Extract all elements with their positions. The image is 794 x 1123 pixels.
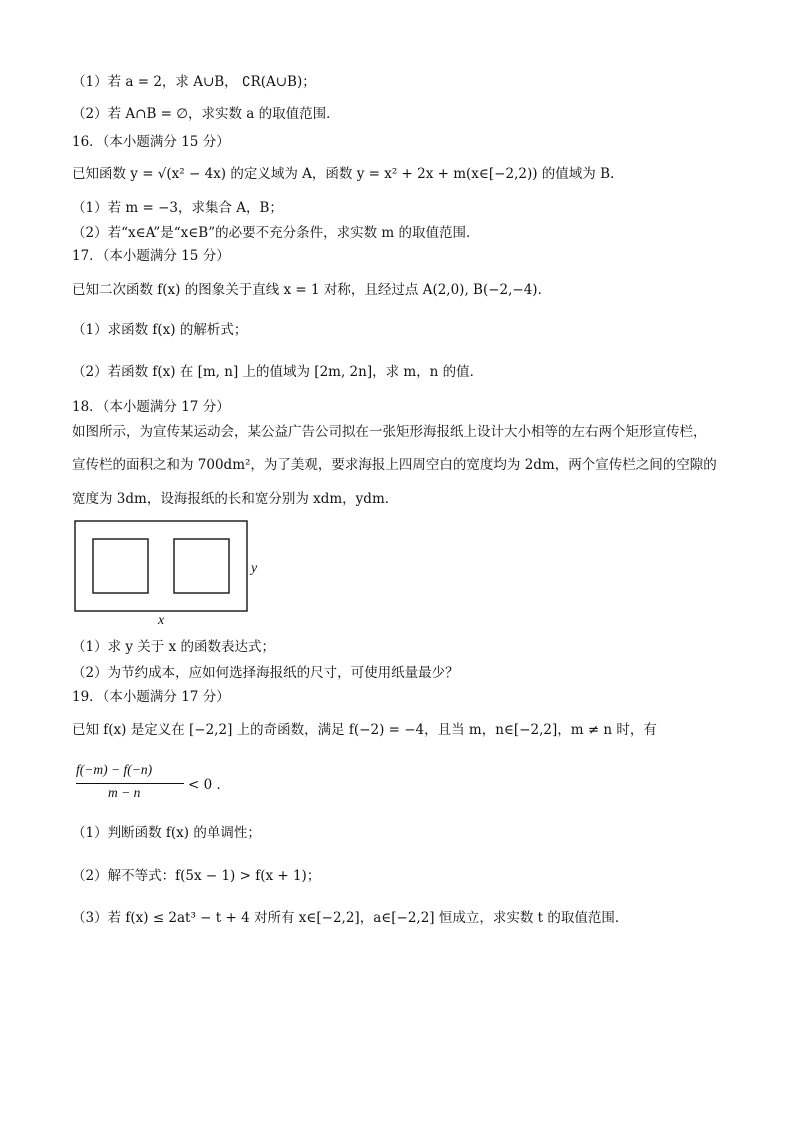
- fraction-denominator: m − n: [108, 785, 141, 800]
- text-line: （2）解不等式：f(5x − 1) > f(x + 1)；: [72, 868, 321, 884]
- text-line: 宽度为 3dm，设海报纸的长和宽分别为 xdm，ydm．: [72, 491, 399, 507]
- text-line: （2）若函数 f(x) 在 [m, n] 上的值域为 [2m, 2n]，求 m，n 的值．: [72, 364, 484, 380]
- text-line: （3）若 f(x) ≤ 2at³ − t + 4 对所有 x∈[−2,2]，a∈[−2,2] 恒成立，求实数 t 的取值范围．: [72, 910, 629, 926]
- text-line: 已知 f(x) 是定义在 [−2,2] 上的奇函数，满足 f(−2) = −4，且当 m，n∈[−2,2]，m ≠ n 时，有: [72, 722, 657, 738]
- fraction-inequality: < 0 ．: [188, 777, 230, 793]
- text-line: （1）若 m = −3，求集合 A，B；: [72, 200, 283, 216]
- figure-label-x: x: [158, 613, 165, 628]
- text-line: 已知二次函数 f(x) 的图象关于直线 x = 1 对称，且经过点 A(2,0), B(−2,−4)．: [72, 282, 552, 298]
- text-line: 16．（本小题满分 15 分）: [72, 134, 230, 150]
- text-line: 如图所示，为宣传某运动会，某公益广告公司拟在一张矩形海报纸上设计大小相等的左右两个矩形宣传栏，: [72, 424, 707, 440]
- poster-figure: [74, 520, 274, 628]
- text-line: （2）若 A∩B = ∅，求实数 a 的取值范围．: [72, 106, 340, 122]
- figure-label-y: y: [251, 561, 258, 576]
- text-line: （1）求 y 关于 x 的函数表达式；: [72, 639, 275, 655]
- text-line: （1）求函数 f(x) 的解析式；: [72, 322, 248, 338]
- text-line: 18．（本小题满分 17 分）: [72, 399, 230, 415]
- fraction-condition: [72, 762, 272, 802]
- fraction-bar: [76, 783, 184, 784]
- text-line: 19．（本小题满分 17 分）: [72, 689, 230, 705]
- text-line: 已知函数 y = √(x² − 4x) 的定义域为 A，函数 y = x² + 2x + m(x∈[−2,2)) 的值域为 B.: [72, 166, 615, 182]
- text-line: （2）为节约成本，应如何选择海报纸的尺寸，可使用纸量最少？: [72, 665, 459, 681]
- text-line: 17．（本小题满分 15 分）: [72, 248, 230, 264]
- poster-outer-rect: [75, 521, 247, 611]
- text-line: （1）若 a = 2，求 A∪B， ∁R(A∪B)；: [72, 74, 316, 90]
- text-line: 宣传栏的面积之和为 700dm²，为了美观，要求海报上四周空白的宽度均为 2dm，两个宣传栏之间的空隙的: [72, 457, 717, 473]
- text-line: （2）若“x∈A”是“x∈B”的必要不充分条件，求实数 m 的取值范围．: [72, 225, 480, 241]
- fraction-numerator: f(−m) − f(−n): [76, 762, 153, 777]
- poster-left-panel: [93, 539, 148, 593]
- text-line: （1）判断函数 f(x) 的单调性；: [72, 825, 261, 841]
- poster-right-panel: [174, 539, 229, 593]
